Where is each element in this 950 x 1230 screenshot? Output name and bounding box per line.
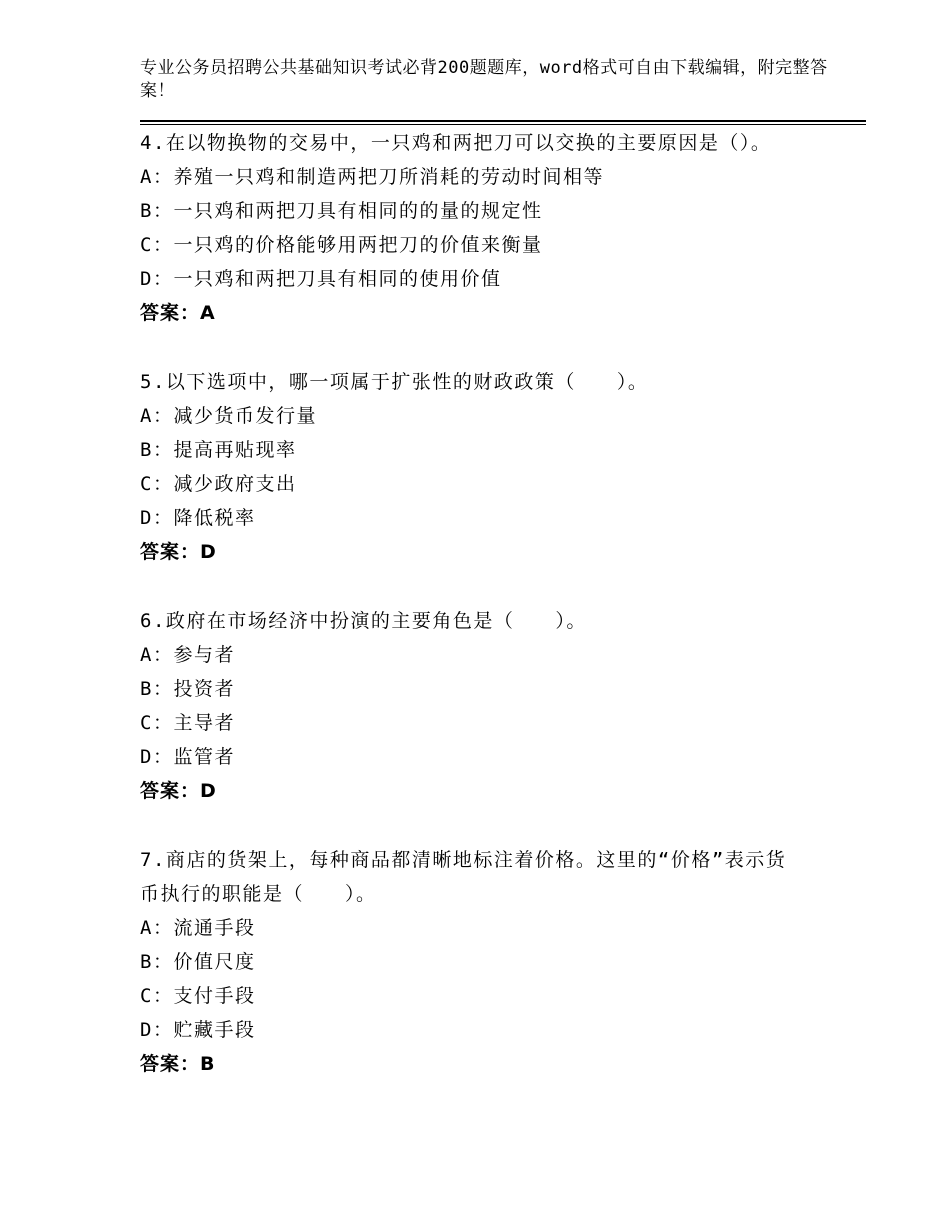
option-c: C：减少政府支出 — [140, 473, 297, 495]
option-d: D：一只鸡和两把刀具有相同的使用价值 — [140, 268, 502, 290]
option-a: A：养殖一只鸡和制造两把刀所消耗的劳动时间相等 — [140, 166, 604, 188]
answer-line: 答案：B — [140, 1053, 216, 1075]
option-a: A：减少货币发行量 — [140, 405, 317, 427]
question-stem: 7.商店的货架上，每种商品都清晰地标注着价格。这里的“价格”表示货币执行的职能是（ ）。 — [140, 849, 787, 905]
document-header: 专业公务员招聘公共基础知识考试必背200题题库，word格式可自由下载编辑，附完整答案！ — [140, 58, 828, 101]
answer-line: 答案：A — [140, 302, 216, 324]
option-c: C：一只鸡的价格能够用两把刀的价值来衡量 — [140, 234, 543, 256]
question-item — [140, 843, 800, 1081]
question-spacer — [140, 330, 800, 365]
answer-line: 答案：D — [140, 541, 217, 563]
option-d: D：贮藏手段 — [140, 1019, 256, 1041]
question-stem: 6.政府在市场经济中扮演的主要角色是（ ）。 — [140, 610, 587, 632]
question-item — [140, 126, 800, 330]
option-c: C：主导者 — [140, 712, 235, 734]
header-divider-thin — [140, 124, 866, 125]
option-a: A：参与者 — [140, 644, 235, 666]
option-d: D：降低税率 — [140, 507, 256, 529]
question-stem: 5.以下选项中，哪一项属于扩张性的财政政策（ ）。 — [140, 371, 649, 393]
option-b: B：一只鸡和两把刀具有相同的的量的规定性 — [140, 200, 543, 222]
question-stem: 4.在以物换物的交易中，一只鸡和两把刀可以交换的主要原因是（）。 — [140, 132, 772, 154]
option-c: C：支付手段 — [140, 985, 256, 1007]
question-spacer — [140, 569, 800, 604]
question-spacer — [140, 808, 800, 843]
option-b: B：投资者 — [140, 678, 235, 700]
answer-line: 答案：D — [140, 780, 217, 802]
header-divider-thick — [140, 120, 866, 122]
question-list — [140, 126, 800, 1081]
option-a: A：流通手段 — [140, 917, 256, 939]
question-item — [140, 365, 800, 569]
question-item — [140, 604, 800, 808]
option-b: B：价值尺度 — [140, 951, 256, 973]
option-b: B：提高再贴现率 — [140, 439, 297, 461]
option-d: D：监管者 — [140, 746, 235, 768]
